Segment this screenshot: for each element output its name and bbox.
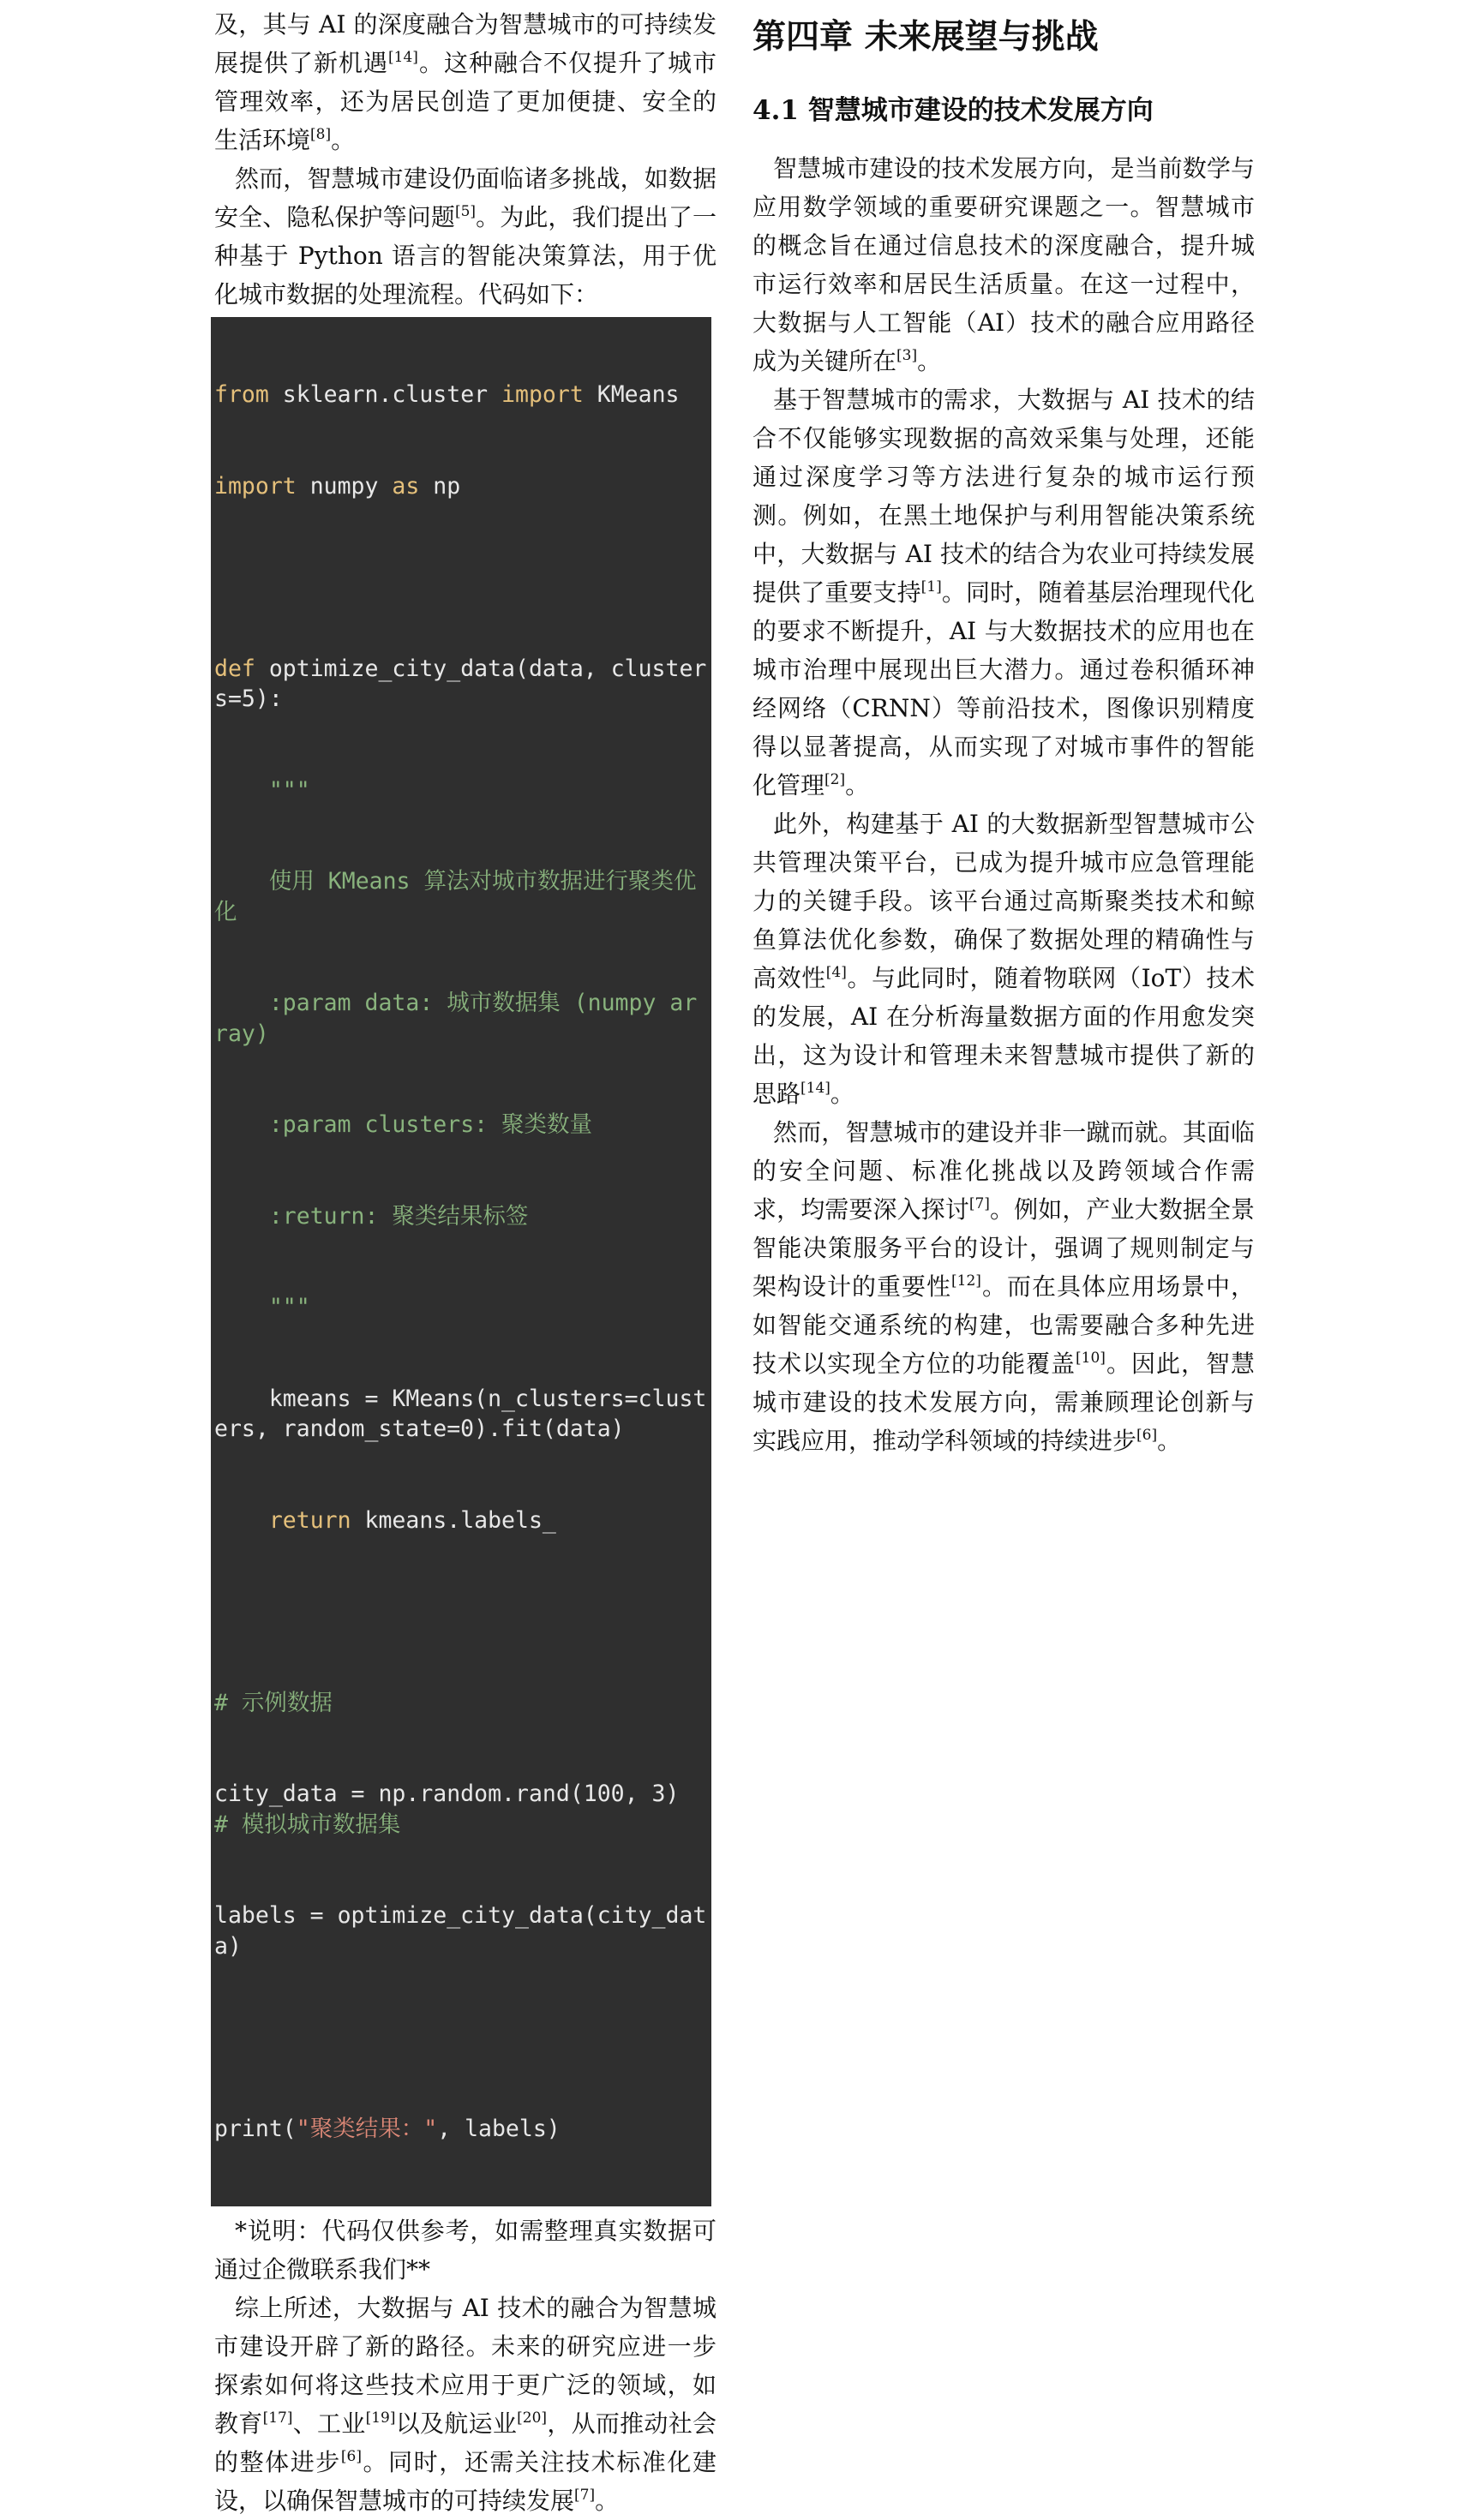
right-paragraph-2 [752,380,1255,805]
code-string: "聚类结果：" [296,2115,438,2142]
code-line [214,1779,708,1840]
code-text: KMeans [583,381,680,408]
text-run: 此外，构建基于 AI 的大数据新型智慧城市公共管理决策平台，已成为提升城市应急管理能力的关键手段。该平台通过高斯聚类技术和鲸鱼算法优化参数，确保了数据处理的精确性与高效性 [752,810,1255,992]
code-docstring: """ [214,1294,310,1320]
right-paragraph-1 [752,149,1255,380]
text-run: 。 [845,771,870,799]
right-paragraph-4 [752,1113,1255,1460]
text-run: 。而在具体应用场景中，如智能交通系统的构建，也需要融合多种先进技术以实现全方位的功能覆盖 [752,1272,1255,1378]
code-docstring: :return: 聚类结果标签 [214,1202,529,1230]
citation[interactable]: [12] [951,1272,981,1290]
text-run: 以及航运业 [395,2409,518,2438]
code-block[interactable] [211,317,711,2206]
code-comment: # 示例数据 [214,1689,333,1716]
left-paragraph-1 [214,5,717,159]
text-run: 。同时，还需关注技术标准化建设，以确保智慧城市的可持续发展 [214,2448,717,2515]
code-blank-line [214,2022,708,2053]
text-run: 及，其与 AI 的深度融合为智慧城市的可持续发展提供了新机遇 [214,10,717,77]
text-run: 智慧城市建设的技术发展方向，是当前数学与应用数学领域的重要研究课题之一。智慧城市的概念旨在通过信息技术的深度融合，提升城市运行效率和居民生活质量。在这一过程中，大数据与人工智能（AI）技术的融合应用路径成为关键所在 [752,154,1255,375]
citation[interactable]: [7] [968,1195,990,1212]
code-note [214,2212,717,2289]
citation[interactable]: [6] [340,2448,362,2465]
citation[interactable]: [14] [800,1080,830,1097]
left-paragraph-4 [214,2289,717,2520]
text-run: 。因此，智慧城市建设的技术发展方向，需兼顾理论创新与实践应用，推动学科领域的持续进步 [752,1350,1255,1455]
code-docstring: """ [214,776,310,804]
citation[interactable]: [14] [388,49,418,66]
text-run: 。 [331,126,356,154]
text-run: 。 [1157,1427,1182,1455]
citation[interactable]: [1] [920,578,942,596]
text-run: 。 [830,1080,854,1108]
citation[interactable]: [19] [365,2409,396,2427]
citation[interactable]: [20] [517,2409,548,2427]
text-run: 综上所述，大数据与 AI 技术的融合为智慧城市建设开辟了新的路径。未来的研究应进一步探索如何将这些技术应用于更广泛的领域，如教育 [214,2294,717,2438]
code-line [214,1505,708,1536]
text-run: 。与此同时，随着物联网（IoT）技术的发展，AI 在分析海量数据方面的作用愈发突出，这为设计和管理未来智慧城市提供了新的思路 [752,964,1255,1108]
code-keyword: from [214,381,269,408]
text-run: 。为此，我们提出了一种基于 Python 语言的智能决策算法，用于优化城市数据的处理流程。代码如下： [214,203,717,308]
text-run: 、工业 [292,2409,366,2438]
left-paragraph-2 [214,159,717,314]
text-run: 然而，智慧城市的建设并非一蹴而就。其面临的安全问题、标准化挑战以及跨领域合作需求，均需要深入探讨 [752,1118,1255,1224]
chapter-title: 第四章 未来展望与挑战 [752,18,1099,57]
code-docstring: 使用 KMeans 算法对城市数据进行聚类优化 [214,868,697,925]
code-comment: # 模拟城市数据集 [214,1781,707,1838]
code-keyword: return [214,1506,351,1534]
code-line [214,471,708,502]
text-run: 。 [917,347,942,375]
code-line [214,2114,708,2145]
citation[interactable]: [8] [310,126,332,143]
code-text: , labels) [437,2115,561,2142]
code-text: np [419,472,461,500]
code-text: labels = optimize_city_data(city_data) [214,1902,707,1960]
text-run: 然而，智慧城市建设仍面临诸多挑战，如数据安全、隐私保护等问题 [214,165,717,231]
code-keyword: as [392,472,420,500]
code-keyword: import [214,472,297,500]
code-blank-line [214,1596,708,1627]
code-keyword: def [214,655,255,682]
citation[interactable]: [2] [824,771,846,788]
section-title: 4.1 智慧城市建设的技术发展方向 [752,95,1154,126]
right-paragraph-3 [752,805,1255,1113]
code-text: optimize_city_data(data, clusters=5): [214,655,707,712]
text-run: 。例如，产业大数据全景智能决策服务平台的设计，强调了规则制定与架构设计的重要性 [752,1195,1255,1301]
text-run: 。同时，随着基层治理现代化的要求不断提升，AI 与大数据技术的应用也在城市治理中展现出巨大潜力。通过卷积循环神经网络（CRNN）等前沿技术，图像识别精度得以显著提高，从而实现了对城市事件的智能化管理 [752,578,1255,799]
text-run: 基于智慧城市的需求，大数据与 AI 技术的结合不仅能够实现数据的高效采集与处理，还能通过深度学习等方法进行复杂的城市运行预测。例如，在黑土地保护与利用智能决策系统中，大数据与 AI 技术的结合为农业可持续发展提供了重要支持 [752,386,1255,607]
citation[interactable]: [7] [574,2487,596,2504]
citation[interactable]: [3] [896,347,918,364]
code-line [214,380,708,410]
text-run: 。这种融合不仅提升了城市管理效率，还为居民创造了更加便捷、安全的生活环境 [214,49,717,154]
code-text: sklearn.cluster [268,381,502,408]
text-run: *说明：代码仅供参考，如需整理真实数据可通过企微联系我们** [214,2217,717,2284]
code-blank-line [214,562,708,593]
code-text: kmeans.labels_ [351,1506,556,1534]
citation[interactable]: [5] [454,203,477,220]
code-text: numpy [296,472,393,500]
code-text: city_data = np.random.rand(100, 3) [214,1781,680,1807]
code-keyword: import [501,381,584,408]
citation[interactable]: [10] [1076,1350,1106,1367]
text-run: 。 [595,2487,620,2515]
code-docstring: :param data: 城市数据集 (numpy array) [214,990,698,1047]
code-text: print( [214,2115,297,2142]
citation[interactable]: [4] [825,964,847,981]
code-line [214,654,708,715]
citation[interactable]: [17] [262,2409,293,2427]
right-column [752,5,1255,1460]
citation[interactable]: [6] [1136,1427,1158,1444]
code-docstring: :param clusters: 聚类数量 [214,1111,593,1138]
code-text: kmeans = KMeans(n_clusters=clusters, random_state=0).fit(data) [214,1385,707,1442]
left-column [214,5,717,2520]
text-run: ，从而推动社会的整体进步 [214,2409,717,2476]
